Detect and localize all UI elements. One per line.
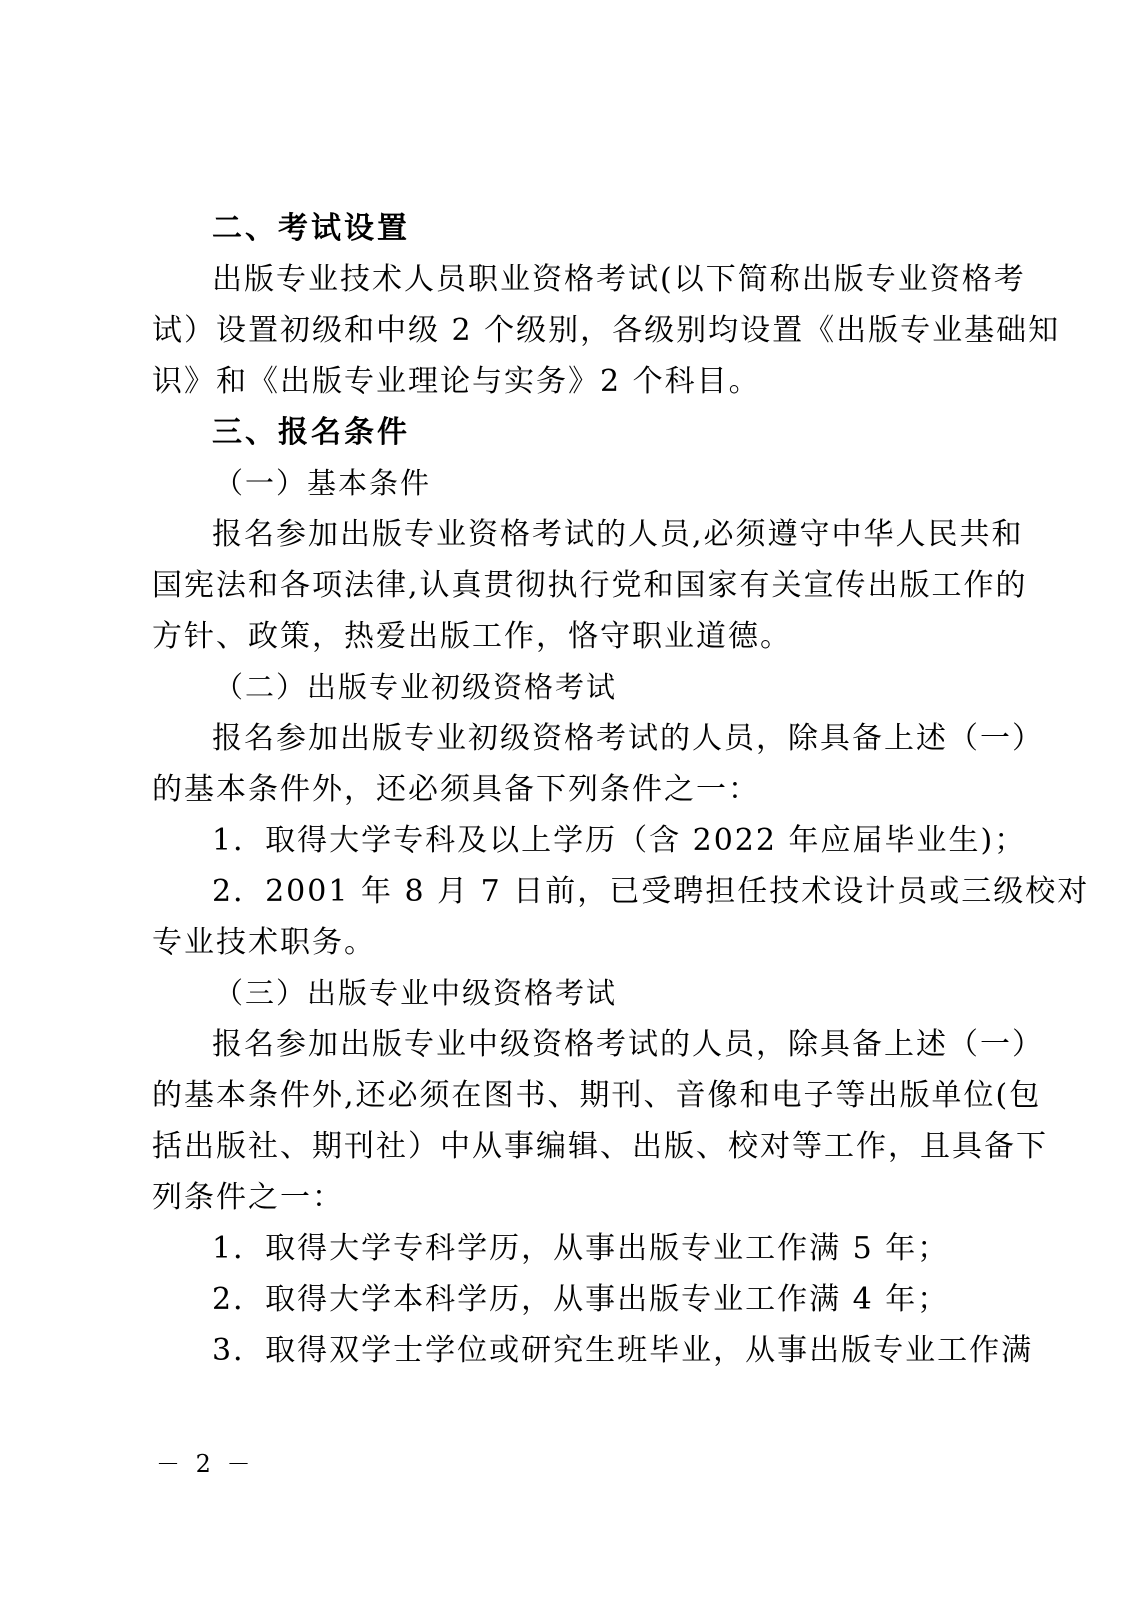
paragraph-line: 报名参加出版专业资格考试的人员,必须遵守中华人民共和 [212, 517, 1024, 552]
document-body [152, 203, 1090, 1376]
list-item: 1．取得大学专科及以上学历（含 2022 年应届毕业生)； [212, 823, 1027, 858]
page-number: － 2 － [156, 1450, 255, 1478]
paragraph-line: 方针、政策，热爱出版工作，恪守职业道德。 [152, 619, 792, 654]
paragraph-line: 括出版社、期刊社）中从事编辑、出版、校对等工作，且具备下 [152, 1129, 1048, 1164]
subheading-intermediate-exam: （三）出版专业中级资格考试 [214, 976, 618, 1010]
subheading-junior-exam: （二）出版专业初级资格考试 [214, 670, 618, 704]
paragraph-line: 国宪法和各项法律,认真贯彻执行党和国家有关宣传出版工作的 [152, 568, 1028, 603]
list-item: 3．取得双学士学位或研究生班毕业，从事出版专业工作满 [212, 1333, 1034, 1368]
paragraph-line: 出版专业技术人员职业资格考试(以下简称出版专业资格考 [212, 262, 1026, 297]
paragraph-line: 报名参加出版专业初级资格考试的人员，除具备上述（一） [212, 721, 1044, 756]
paragraph-line: 识》和《出版专业理论与实务》2 个科目。 [152, 364, 761, 399]
list-item: 2．2001 年 8 月 7 日前，已受聘担任技术设计员或三级校对 [212, 874, 1090, 909]
paragraph-line: 的基本条件外，还必须具备下列条件之一： [152, 772, 760, 807]
section-heading-exam-setup: 二、考试设置 [212, 211, 410, 246]
section-heading-eligibility: 三、报名条件 [212, 415, 410, 450]
list-item: 1．取得大学专科学历，从事出版专业工作满 5 年； [212, 1231, 950, 1266]
paragraph-line: 报名参加出版专业中级资格考试的人员，除具备上述（一） [212, 1027, 1044, 1062]
paragraph-line: 列条件之一： [152, 1180, 344, 1215]
list-item: 2．取得大学本科学历，从事出版专业工作满 4 年； [212, 1282, 950, 1317]
paragraph-line: 试）设置初级和中级 2 个级别，各级别均设置《出版专业基础知 [152, 313, 1061, 348]
paragraph-line: 的基本条件外,还必须在图书、期刊、音像和电子等出版单位(包 [152, 1078, 1042, 1113]
subheading-basic-conditions: （一）基本条件 [214, 466, 432, 500]
list-item-continued: 专业技术职务。 [152, 925, 376, 960]
